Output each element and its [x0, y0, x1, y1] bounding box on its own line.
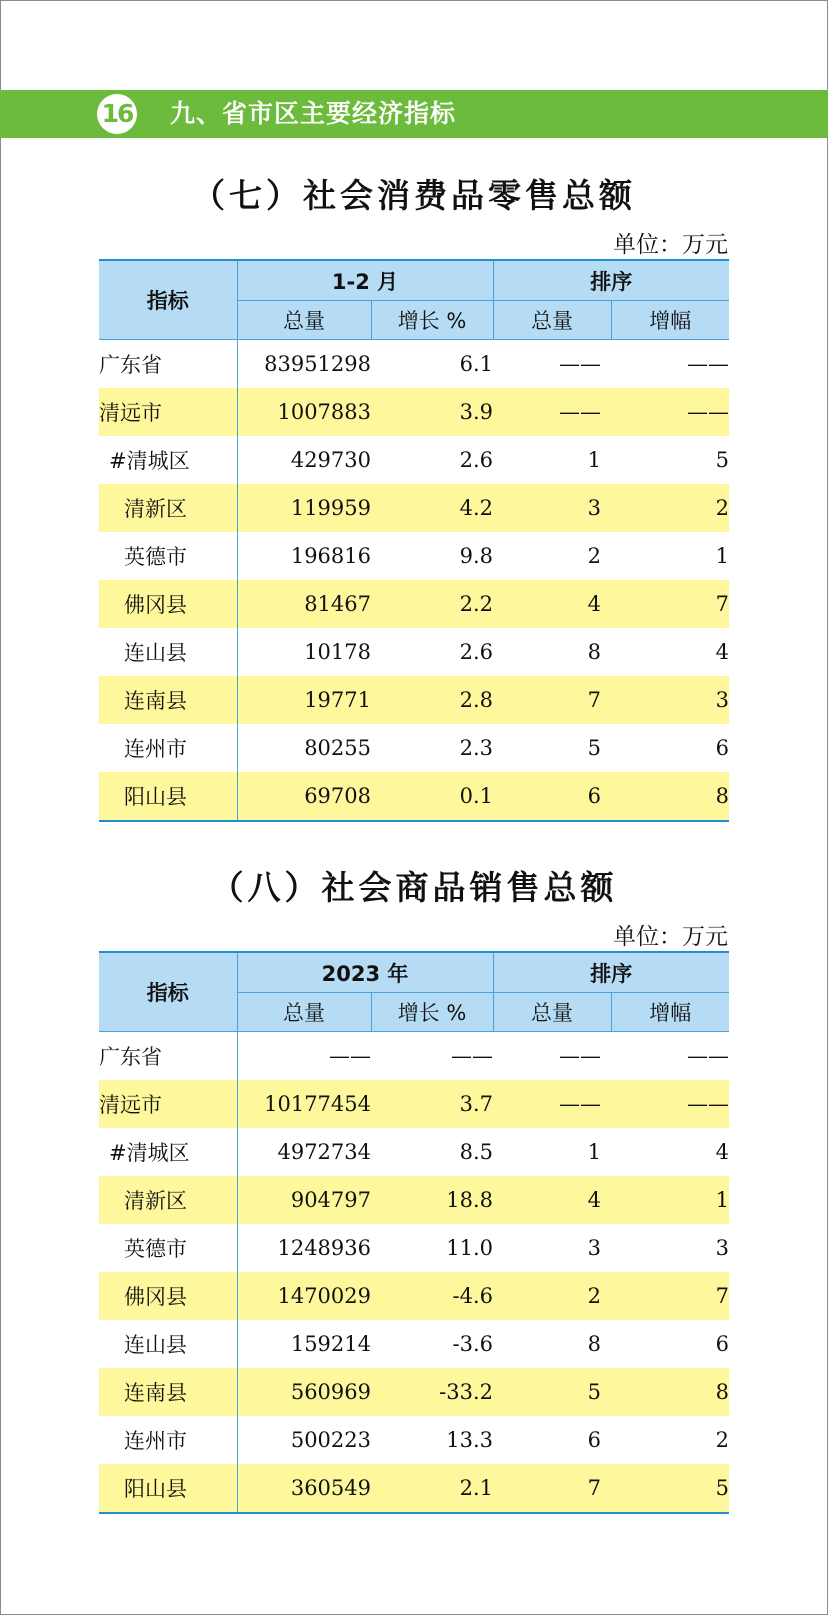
cell-rank-total: 3 [587, 1236, 602, 1260]
row-name: 清新区 [99, 1176, 237, 1224]
cell-rank-total: 6 [493, 772, 611, 821]
cell-total: 83951298 [264, 352, 371, 376]
table-row [99, 724, 729, 772]
table-row [99, 772, 729, 821]
cell-rank-total: 8 [587, 640, 602, 664]
cell-rank-total: 3 [493, 484, 611, 532]
cell-total: 19771 [237, 676, 371, 724]
cell-total: —— [329, 1044, 371, 1068]
cell-growth: 2.6 [459, 640, 494, 664]
cell-total: 560969 [237, 1368, 371, 1416]
cell-total: 10178 [304, 640, 371, 664]
cell-rank-total: —— [559, 1044, 602, 1068]
table-row [99, 676, 729, 724]
header-growth: 增长 % [371, 301, 493, 340]
cell-rank-growth: 5 [715, 448, 730, 472]
table-row [99, 1128, 729, 1176]
cell-rank-total: 4 [493, 580, 611, 628]
cell-rank-growth: 4 [715, 640, 730, 664]
cell-rank-total: 4 [493, 1176, 611, 1224]
cell-rank-growth: 7 [611, 1272, 729, 1320]
cell-rank-total: 7 [493, 676, 611, 724]
row-name: 连山县 [99, 628, 237, 676]
chapter-title: 九、省市区主要经济指标 [170, 99, 457, 128]
cell-growth: 18.8 [371, 1176, 493, 1224]
cell-rank-growth: 7 [611, 580, 729, 628]
table-row [99, 436, 729, 484]
row-name: 阳山县 [99, 772, 237, 821]
cell-growth: -3.6 [452, 1332, 494, 1356]
header-period: 1-2 月 [237, 260, 493, 301]
cell-growth: 6.1 [459, 352, 494, 376]
header-period: 2023 年 [237, 952, 493, 993]
table-row [99, 1224, 729, 1272]
cell-rank-total: 8 [587, 1332, 602, 1356]
cell-growth: -4.6 [371, 1272, 493, 1320]
cell-growth: 0.1 [371, 772, 493, 821]
cell-growth: 2.2 [371, 580, 493, 628]
cell-total: 10177454 [237, 1080, 371, 1128]
row-name: 连州市 [99, 724, 237, 772]
cell-growth: —— [451, 1044, 494, 1068]
row-name: 广东省 [99, 340, 237, 389]
cell-total: 69708 [237, 772, 371, 821]
cell-growth: 3.7 [371, 1080, 493, 1128]
cell-rank-growth: 1 [611, 1176, 729, 1224]
row-name: 清新区 [99, 484, 237, 532]
cell-total: 1470029 [237, 1272, 371, 1320]
cell-rank-total: 7 [493, 1464, 611, 1513]
table-row [99, 1368, 729, 1416]
table-row [99, 1320, 729, 1368]
row-name: 广东省 [99, 1032, 237, 1081]
cell-rank-total: 1 [587, 1140, 602, 1164]
unit-label-sales: 单位：万元 [613, 924, 728, 950]
cell-rank-growth: —— [687, 1044, 730, 1068]
cell-rank-growth: 4 [715, 1140, 730, 1164]
page-number-badge: 16 [97, 94, 137, 134]
cell-rank-growth: —— [611, 388, 729, 436]
cell-growth: 9.8 [459, 544, 494, 568]
cell-rank-growth: —— [611, 1080, 729, 1128]
cell-total: 81467 [237, 580, 371, 628]
cell-rank-total: —— [493, 388, 611, 436]
cell-rank-growth: 2 [611, 484, 729, 532]
table-row [99, 628, 729, 676]
cell-rank-growth: 8 [611, 1368, 729, 1416]
cell-growth: 11.0 [446, 1236, 494, 1260]
cell-total: 159214 [290, 1332, 371, 1356]
cell-rank-growth: 5 [611, 1464, 729, 1513]
header-indicator: 指标 [99, 952, 237, 1032]
section-title-retail: （七）社会消费品零售总额 [192, 176, 636, 215]
retail-sales-table [99, 259, 729, 822]
row-name: 清远市 [99, 388, 237, 436]
cell-rank-total: 6 [587, 1428, 602, 1452]
table-row [99, 340, 729, 389]
cell-rank-total: —— [559, 352, 602, 376]
row-name: 连南县 [99, 676, 237, 724]
cell-rank-total: 2 [493, 1272, 611, 1320]
header-rank-total: 总量 [493, 993, 611, 1032]
header-total: 总量 [237, 301, 371, 340]
table-row [99, 1080, 729, 1128]
cell-growth: 4.2 [371, 484, 493, 532]
header-growth: 增长 % [371, 993, 493, 1032]
cell-rank-total: 5 [587, 736, 602, 760]
cell-total: 80255 [304, 736, 371, 760]
cell-total: 500223 [290, 1428, 371, 1452]
table-row [99, 580, 729, 628]
table-row [99, 388, 729, 436]
table-row [99, 1272, 729, 1320]
header-rank: 排序 [493, 952, 729, 993]
header-rank-growth: 增幅 [611, 993, 729, 1032]
row-name: 英德市 [99, 1224, 237, 1272]
cell-growth: 3.9 [371, 388, 493, 436]
cell-rank-growth: 8 [611, 772, 729, 821]
cell-rank-growth: 1 [715, 544, 730, 568]
row-name: #清城区 [99, 1128, 237, 1176]
commodity-sales-table [99, 951, 729, 1514]
header-rank-total: 总量 [493, 301, 611, 340]
cell-rank-growth: 3 [611, 676, 729, 724]
row-name: 连州市 [99, 1416, 237, 1464]
cell-rank-growth: 3 [715, 1236, 730, 1260]
cell-rank-total: 2 [587, 544, 602, 568]
row-name: 连山县 [99, 1320, 237, 1368]
cell-growth: 8.5 [459, 1140, 494, 1164]
cell-total: 429730 [290, 448, 371, 472]
row-name: 英德市 [99, 532, 237, 580]
cell-rank-growth: 2 [715, 1428, 730, 1452]
table-row [99, 1464, 729, 1513]
cell-total: 1248936 [277, 1236, 371, 1260]
row-name: 连南县 [99, 1368, 237, 1416]
cell-total: 4972734 [277, 1140, 371, 1164]
cell-growth: 2.1 [371, 1464, 493, 1513]
cell-growth: 2.3 [459, 736, 494, 760]
row-name: 阳山县 [99, 1464, 237, 1513]
cell-rank-total: 1 [587, 448, 602, 472]
cell-total: 904797 [237, 1176, 371, 1224]
cell-rank-growth: 6 [715, 736, 730, 760]
cell-growth: 2.8 [371, 676, 493, 724]
cell-rank-total: 5 [493, 1368, 611, 1416]
table-row [99, 1176, 729, 1224]
row-name: 佛冈县 [99, 580, 237, 628]
cell-growth: -33.2 [371, 1368, 493, 1416]
cell-total: 119959 [237, 484, 371, 532]
header-rank-growth: 增幅 [611, 301, 729, 340]
row-name: 清远市 [99, 1080, 237, 1128]
cell-rank-total: —— [493, 1080, 611, 1128]
cell-total: 196816 [290, 544, 371, 568]
table-header-row [99, 260, 729, 301]
cell-rank-growth: 6 [715, 1332, 730, 1356]
table-row [99, 484, 729, 532]
table-row [99, 1416, 729, 1464]
cell-growth: 2.6 [459, 448, 494, 472]
unit-label-retail: 单位：万元 [613, 232, 728, 258]
header-total: 总量 [237, 993, 371, 1032]
table-header-row [99, 952, 729, 993]
section-title-sales: （八）社会商品销售总额 [210, 868, 618, 907]
cell-total: 1007883 [237, 388, 371, 436]
cell-total: 360549 [237, 1464, 371, 1513]
table-row [99, 1032, 729, 1081]
cell-growth: 13.3 [446, 1428, 494, 1452]
row-name: 佛冈县 [99, 1272, 237, 1320]
table-row [99, 532, 729, 580]
chapter-banner [0, 90, 828, 138]
row-name: #清城区 [99, 436, 237, 484]
header-indicator: 指标 [99, 260, 237, 340]
cell-rank-growth: —— [687, 352, 730, 376]
header-rank: 排序 [493, 260, 729, 301]
